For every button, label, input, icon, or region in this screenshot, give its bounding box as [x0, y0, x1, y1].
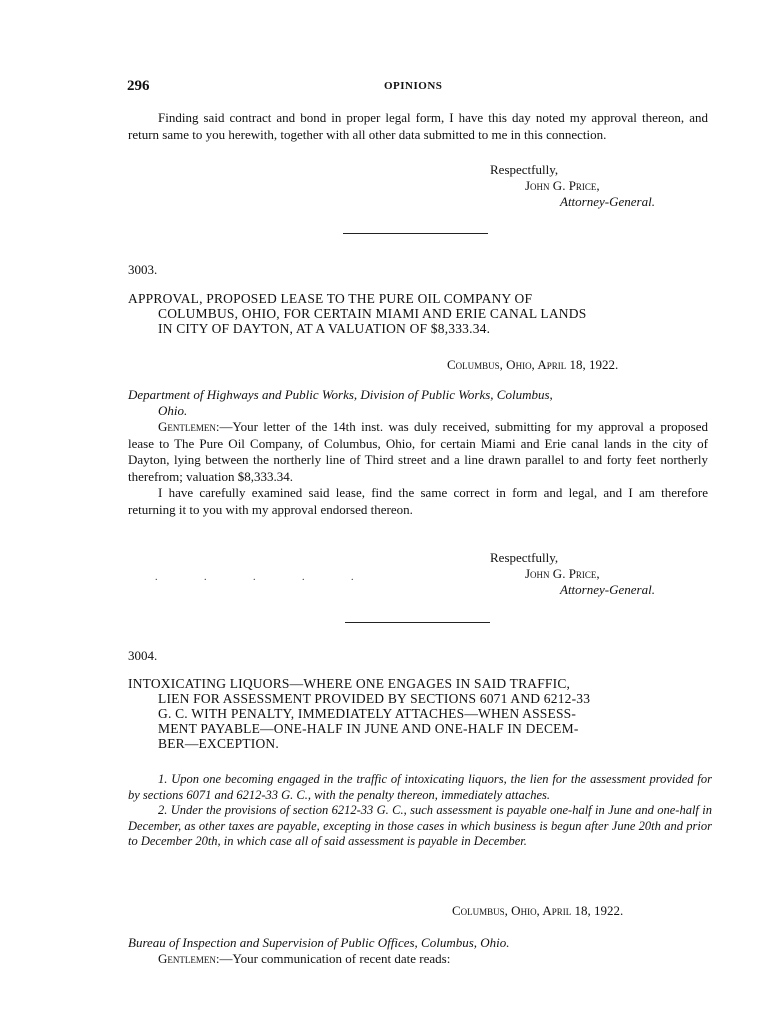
dateline: Columbus, Ohio, April 18, 1922. [452, 903, 624, 918]
addressee: Bureau of Inspection and Supervision of Public Offices, Columbus, Ohio. [128, 935, 510, 950]
signature-title: Attorney-General. [560, 582, 655, 597]
section-divider [345, 622, 490, 623]
caption-line: LIEN FOR ASSESSMENT PROVIDED BY SECTIONS 6071 AND 6212-33 [158, 691, 591, 706]
caption-line: MENT PAYABLE—ONE-HALF IN JUNE AND ONE-HALF IN DECEM- [158, 721, 579, 736]
body-paragraph: Gentlemen:—Your letter of the 14th inst. was duly received, submitting for my approval a proposed lease to The Pure Oil Company, of Columbus, Ohio, for certain Miami and Erie canal lands in the city of Dayton, lying between the northerly line of Third street and a line drawn parallel to and forty feet northerly therefrom; valuation $8,333.34. [128, 419, 708, 484]
opinion-number: 3003. [128, 262, 158, 277]
signature-title: Attorney-General. [560, 194, 655, 209]
opinion-body [128, 951, 708, 968]
running-title: OPINIONS [384, 80, 443, 92]
salutation: Gentlemen: [158, 419, 220, 434]
signature-closing: Respectfully, [490, 162, 559, 177]
addressee-line: Ohio. [158, 403, 188, 418]
body-paragraph: Gentlemen:—Your communication of recent date reads: [158, 951, 451, 966]
caption-line: INTOXICATING LIQUORS—WHERE ONE ENGAGES IN SAID TRAFFIC, [128, 676, 571, 691]
opinion-caption [128, 291, 710, 336]
syllabus [128, 772, 712, 850]
opinion-caption [128, 676, 710, 751]
caption-line: G. C. WITH PENALTY, IMMEDIATELY ATTACHES—WHEN ASSESS- [158, 706, 577, 721]
section-divider [343, 233, 488, 234]
addressee [128, 387, 710, 419]
body-paragraph: I have carefully examined said lease, find the same correct in form and legal, and I am therefore returning it to you with my approval endorsed thereon. [128, 485, 708, 517]
closing-paragraph: Finding said contract and bond in proper legal form, I have this day noted my approval thereon, and return same to you herewith, together with all other data submitted to me in this connection. [128, 110, 708, 142]
syllabus-item: 1. Upon one becoming engaged in the traffic of intoxicating liquors, the lien for the assessment provided for by sections 6071 and 6212-33 G. C., with the penalty thereon, immediately attaches. [128, 772, 712, 802]
opinion-number: 3004. [128, 648, 158, 663]
caption-line: COLUMBUS, OHIO, FOR CERTAIN MIAMI AND ERIE CANAL LANDS [158, 306, 587, 321]
page-number: 296 [127, 78, 150, 94]
closing-paragraph-block [128, 110, 708, 143]
caption-line: IN CITY OF DAYTON, AT A VALUATION OF $8,333.34. [158, 321, 491, 336]
dateline: Columbus, Ohio, April 18, 1922. [447, 357, 619, 372]
caption-line: BER—EXCEPTION. [158, 736, 279, 751]
signature-name: John G. Price, [525, 178, 600, 193]
signature-closing: Respectfully, [490, 550, 559, 565]
opinion-body [128, 419, 708, 518]
caption-line: APPROVAL, PROPOSED LEASE TO THE PURE OIL COMPANY OF [128, 291, 533, 306]
syllabus-item: 2. Under the provisions of section 6212-33 G. C., such assessment is payable one-half in June and one-half in December, as other taxes are payable, excepting in those cases in which business is begun after June 20th and prior to December 20th, in which case all of said assessment is payable in December. [128, 803, 712, 848]
salutation: Gentlemen: [158, 951, 220, 966]
addressee-line: Department of Highways and Public Works, Division of Public Works, Columbus, [128, 387, 553, 402]
signature-name: John G. Price, [525, 566, 600, 581]
scan-dots: . . . . . [155, 572, 376, 583]
